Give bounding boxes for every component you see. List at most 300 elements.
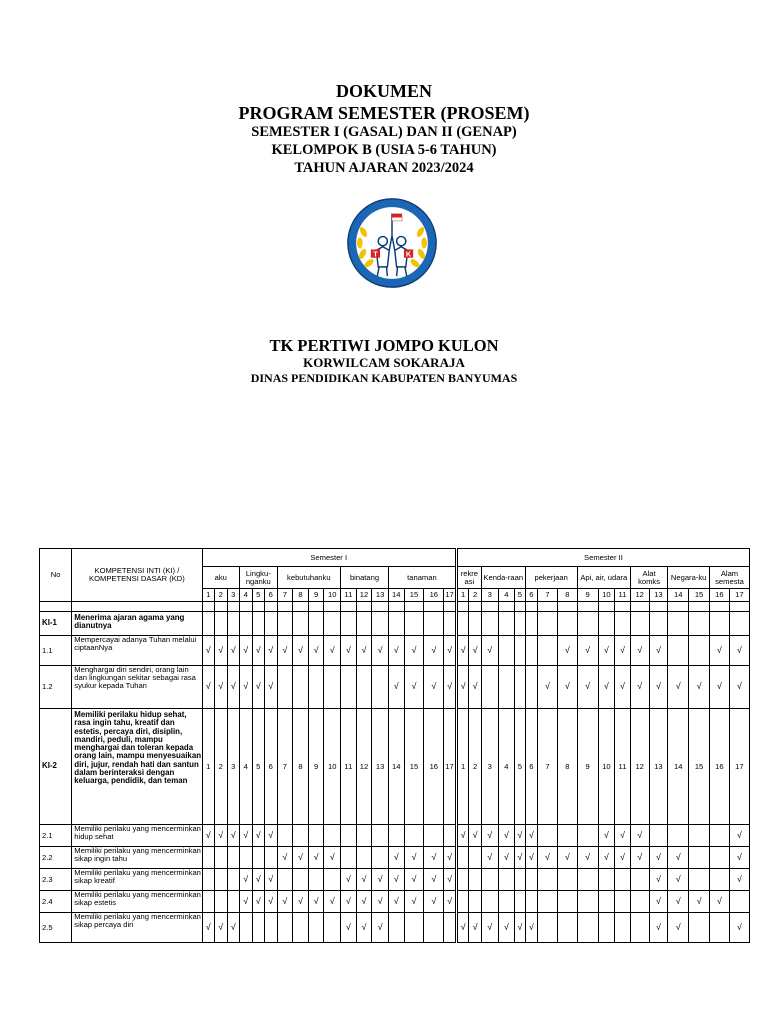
check-mark: √ [456, 825, 469, 847]
week-number: 8 [293, 589, 309, 602]
check-mark: √ [668, 891, 689, 913]
week-cell [227, 891, 240, 913]
week-cell [469, 612, 482, 636]
check-mark: √ [252, 825, 265, 847]
empty-cell [498, 602, 515, 612]
check-mark: √ [240, 825, 253, 847]
week-cell: 13 [649, 709, 668, 825]
empty-cell [598, 602, 615, 612]
check-mark: √ [202, 636, 215, 666]
check-mark: √ [293, 636, 309, 666]
week-number: 16 [709, 589, 729, 602]
week-number: 15 [689, 589, 710, 602]
week-number: 17 [729, 589, 749, 602]
check-mark: √ [729, 636, 749, 666]
empty-cell [515, 602, 525, 612]
week-cell [709, 847, 729, 869]
check-mark: √ [308, 847, 324, 869]
empty-cell [341, 602, 357, 612]
week-cell [372, 612, 389, 636]
header-group-line: KELOMPOK B (USIA 5-6 TAHUN) [271, 142, 497, 158]
week-cell: 1 [456, 709, 469, 825]
week-cell [293, 825, 309, 847]
week-cell [404, 913, 424, 943]
check-mark: √ [265, 636, 278, 666]
header-row-semester [40, 549, 750, 567]
check-mark: √ [372, 869, 389, 891]
week-number: 7 [277, 589, 293, 602]
week-cell: 3 [481, 709, 498, 825]
header-title: DOKUMEN [336, 81, 432, 101]
week-cell: 9 [308, 709, 324, 825]
week-number: 3 [481, 589, 498, 602]
week-cell [729, 891, 749, 913]
kd-row [40, 913, 750, 943]
check-mark: √ [456, 636, 469, 666]
check-mark: √ [668, 869, 689, 891]
week-number: 10 [324, 589, 341, 602]
check-mark: √ [215, 825, 228, 847]
check-mark: √ [630, 666, 649, 709]
competency-text: Mempercayai adanya Tuhan melalui ciptaanNya [72, 636, 202, 666]
empty-cell [404, 602, 424, 612]
row-number: 2.4 [40, 891, 72, 913]
check-mark: √ [498, 913, 515, 943]
week-number: 6 [525, 589, 538, 602]
check-mark: √ [525, 913, 538, 943]
week-cell [469, 891, 482, 913]
week-cell [372, 847, 389, 869]
check-mark: √ [630, 825, 649, 847]
check-mark: √ [598, 636, 615, 666]
check-mark: √ [689, 891, 710, 913]
week-cell [668, 825, 689, 847]
week-cell [308, 913, 324, 943]
week-cell [444, 612, 457, 636]
week-cell [277, 666, 293, 709]
week-cell [515, 612, 525, 636]
check-mark: √ [525, 825, 538, 847]
check-mark: √ [202, 666, 215, 709]
empty-cell [372, 602, 389, 612]
check-mark: √ [424, 636, 444, 666]
competency-text: Memiliki perilaku hidup sehat, rasa ingin tahu, kreatif dan estetis, percaya diri, disiplin, mandiri, peduli, mampu menghargai dan toleran kepada orang lain, mampu menyesuaikan diri, jujur, rendah hati dan santun dalam berinteraksi dengan keluarga, pendidik, dan teman [72, 709, 202, 825]
check-mark: √ [341, 636, 357, 666]
kd-row [40, 636, 750, 666]
empty-cell [525, 602, 538, 612]
week-cell: 13 [372, 709, 389, 825]
empty-cell [615, 602, 631, 612]
check-mark: √ [525, 847, 538, 869]
check-mark: √ [324, 891, 341, 913]
week-cell [577, 891, 598, 913]
check-mark: √ [598, 666, 615, 709]
week-cell: 12 [630, 709, 649, 825]
row-number: 1.2 [40, 666, 72, 709]
week-number: 12 [356, 589, 372, 602]
week-cell: 7 [538, 709, 558, 825]
empty-cell [40, 602, 72, 612]
check-mark: √ [265, 869, 278, 891]
theme-header: binatang [341, 567, 389, 589]
week-cell [202, 847, 215, 869]
week-cell [615, 913, 631, 943]
week-cell [215, 891, 228, 913]
check-mark: √ [341, 869, 357, 891]
week-cell [215, 847, 228, 869]
check-mark: √ [515, 847, 525, 869]
week-cell [709, 612, 729, 636]
check-mark: √ [469, 913, 482, 943]
week-cell [577, 869, 598, 891]
week-cell [265, 612, 278, 636]
school-district: KORWILCAM SOKARAJA [303, 355, 465, 370]
check-mark: √ [252, 869, 265, 891]
week-cell: 6 [265, 709, 278, 825]
empty-cell [227, 602, 240, 612]
week-cell [356, 847, 372, 869]
week-cell [515, 891, 525, 913]
week-number: 5 [515, 589, 525, 602]
check-mark: √ [372, 636, 389, 666]
empty-cell [215, 602, 228, 612]
check-mark: √ [227, 825, 240, 847]
week-cell: 8 [293, 709, 309, 825]
week-cell [577, 825, 598, 847]
week-cell: 8 [557, 709, 577, 825]
check-mark: √ [341, 891, 357, 913]
check-mark: √ [469, 825, 482, 847]
check-mark: √ [404, 666, 424, 709]
check-mark: √ [424, 869, 444, 891]
week-cell [498, 612, 515, 636]
check-mark: √ [356, 891, 372, 913]
week-cell [598, 612, 615, 636]
week-cell [498, 636, 515, 666]
week-cell [324, 612, 341, 636]
week-number: 5 [252, 589, 265, 602]
competency-text: Menghargai diri sendiri, orang lain dan lingkungan sekitar sebagai rasa syukur kepada Tuhan [72, 666, 202, 709]
week-cell [240, 612, 253, 636]
week-cell [709, 869, 729, 891]
check-mark: √ [215, 913, 228, 943]
week-number: 16 [424, 589, 444, 602]
week-cell: 5 [252, 709, 265, 825]
check-mark: √ [577, 636, 598, 666]
check-mark: √ [444, 636, 457, 666]
week-cell [444, 825, 457, 847]
week-cell [538, 891, 558, 913]
check-mark: √ [709, 666, 729, 709]
week-cell: 10 [598, 709, 615, 825]
check-mark: √ [444, 891, 457, 913]
week-cell [372, 825, 389, 847]
empty-cell [649, 602, 668, 612]
week-cell [598, 891, 615, 913]
check-mark: √ [456, 666, 469, 709]
week-cell [424, 913, 444, 943]
week-cell [481, 666, 498, 709]
week-cell [324, 869, 341, 891]
week-cell [265, 847, 278, 869]
week-cell [709, 825, 729, 847]
row-number: 2.1 [40, 825, 72, 847]
check-mark: √ [277, 636, 293, 666]
check-mark: √ [615, 825, 631, 847]
theme-header: Kenda-raan [481, 567, 525, 589]
row-number: 2.2 [40, 847, 72, 869]
check-mark: √ [265, 825, 278, 847]
week-cell [324, 913, 341, 943]
week-cell [202, 869, 215, 891]
check-mark: √ [444, 869, 457, 891]
competency-text: Memiliki perilaku yang mencerminkan sikap ingin tahu [72, 847, 202, 869]
week-number: 17 [444, 589, 457, 602]
competency-text: Menerima ajaran agama yang dianutnya [72, 612, 202, 636]
week-cell: 14 [668, 709, 689, 825]
week-cell [308, 869, 324, 891]
week-cell [456, 847, 469, 869]
week-cell: 14 [388, 709, 404, 825]
week-cell: 16 [424, 709, 444, 825]
check-mark: √ [557, 847, 577, 869]
week-number: 9 [308, 589, 324, 602]
week-cell [424, 612, 444, 636]
check-mark: √ [372, 913, 389, 943]
week-cell: 16 [709, 709, 729, 825]
week-cell [498, 891, 515, 913]
week-number: 13 [649, 589, 668, 602]
week-number: 4 [498, 589, 515, 602]
week-cell [240, 847, 253, 869]
empty-cell [277, 602, 293, 612]
school-name: TK PERTIWI JOMPO KULON [269, 336, 499, 355]
week-cell: 11 [615, 709, 631, 825]
theme-header: kebutuhanku [277, 567, 341, 589]
week-number: 12 [630, 589, 649, 602]
week-cell: 11 [341, 709, 357, 825]
check-mark: √ [538, 847, 558, 869]
check-mark: √ [649, 869, 668, 891]
week-cell [308, 825, 324, 847]
week-cell [525, 666, 538, 709]
check-mark: √ [265, 891, 278, 913]
week-number: 4 [240, 589, 253, 602]
empty-cell [709, 602, 729, 612]
week-cell [277, 869, 293, 891]
row-number: 1.1 [40, 636, 72, 666]
check-mark: √ [277, 891, 293, 913]
week-cell [630, 913, 649, 943]
week-number: 13 [372, 589, 389, 602]
week-cell [202, 612, 215, 636]
check-mark: √ [252, 666, 265, 709]
check-mark: √ [324, 847, 341, 869]
check-mark: √ [649, 913, 668, 943]
empty-cell [469, 602, 482, 612]
empty-cell [689, 602, 710, 612]
check-mark: √ [709, 891, 729, 913]
theme-header: aku [202, 567, 240, 589]
week-number: 2 [215, 589, 228, 602]
week-number: 14 [668, 589, 689, 602]
check-mark: √ [615, 636, 631, 666]
week-cell [456, 612, 469, 636]
check-mark: √ [356, 869, 372, 891]
empty-cell [252, 602, 265, 612]
week-cell [227, 847, 240, 869]
week-number: 11 [615, 589, 631, 602]
competency-text: Memiliki perilaku yang mencerminkan sikap kreatif [72, 869, 202, 891]
kd-row [40, 825, 750, 847]
check-mark: √ [388, 666, 404, 709]
check-mark: √ [577, 666, 598, 709]
check-mark: √ [356, 913, 372, 943]
week-cell [615, 891, 631, 913]
check-mark: √ [227, 636, 240, 666]
check-mark: √ [215, 666, 228, 709]
check-mark: √ [689, 666, 710, 709]
check-mark: √ [481, 913, 498, 943]
check-mark: √ [215, 636, 228, 666]
week-cell [252, 612, 265, 636]
check-mark: √ [538, 666, 558, 709]
week-cell: 3 [227, 709, 240, 825]
check-mark: √ [240, 666, 253, 709]
check-mark: √ [341, 913, 357, 943]
check-mark: √ [240, 869, 253, 891]
theme-header: Negara-ku [668, 567, 710, 589]
check-mark: √ [481, 825, 498, 847]
kd-header: KOMPETENSI INTI (KI) / KOMPETENSI DASAR (KD) [72, 549, 202, 602]
week-cell [538, 913, 558, 943]
empty-cell [577, 602, 598, 612]
theme-header: pekerjaan [525, 567, 577, 589]
week-cell [668, 636, 689, 666]
check-mark: √ [729, 847, 749, 869]
check-mark: √ [308, 891, 324, 913]
week-cell [324, 825, 341, 847]
check-mark: √ [277, 847, 293, 869]
check-mark: √ [308, 636, 324, 666]
week-cell [356, 666, 372, 709]
check-mark: √ [557, 666, 577, 709]
check-mark: √ [227, 913, 240, 943]
tk-logo-icon [346, 197, 438, 289]
week-cell [469, 847, 482, 869]
week-cell [515, 869, 525, 891]
week-cell [308, 612, 324, 636]
week-cell: 12 [356, 709, 372, 825]
week-cell [630, 891, 649, 913]
week-cell [341, 847, 357, 869]
check-mark: √ [444, 666, 457, 709]
check-mark: √ [404, 869, 424, 891]
week-number: 3 [227, 589, 240, 602]
empty-cell [729, 602, 749, 612]
check-mark: √ [240, 636, 253, 666]
row-number: 2.3 [40, 869, 72, 891]
check-mark: √ [424, 847, 444, 869]
check-mark: √ [729, 825, 749, 847]
check-mark: √ [252, 636, 265, 666]
week-cell [689, 636, 710, 666]
competency-text: Memiliki perilaku yang mencerminkan hidup sehat [72, 825, 202, 847]
check-mark: √ [388, 847, 404, 869]
check-mark: √ [729, 913, 749, 943]
week-cell [668, 612, 689, 636]
week-cell [341, 612, 357, 636]
ki-row [40, 612, 750, 636]
empty-cell [293, 602, 309, 612]
week-cell: 5 [515, 709, 525, 825]
check-mark: √ [404, 891, 424, 913]
week-cell [444, 913, 457, 943]
week-cell [481, 891, 498, 913]
kd-row [40, 891, 750, 913]
week-cell: 17 [444, 709, 457, 825]
week-cell [557, 825, 577, 847]
gap-row [40, 602, 750, 612]
week-cell [293, 612, 309, 636]
header-subtitle: PROGRAM SEMESTER (PROSEM) [238, 103, 530, 123]
check-mark: √ [615, 666, 631, 709]
kd-row [40, 666, 750, 709]
check-mark: √ [404, 847, 424, 869]
week-cell: 1 [202, 709, 215, 825]
week-cell [689, 847, 710, 869]
check-mark: √ [498, 825, 515, 847]
check-mark: √ [668, 666, 689, 709]
week-number: 1 [202, 589, 215, 602]
theme-header: Lingku-nganku [240, 567, 278, 589]
check-mark: √ [515, 825, 525, 847]
week-cell [481, 869, 498, 891]
week-cell [615, 612, 631, 636]
week-cell [277, 825, 293, 847]
week-cell: 4 [498, 709, 515, 825]
check-mark: √ [388, 891, 404, 913]
week-cell [557, 869, 577, 891]
week-cell [456, 869, 469, 891]
empty-cell [308, 602, 324, 612]
header-year-line: TAHUN AJARAN 2023/2024 [294, 160, 474, 176]
check-mark: √ [424, 891, 444, 913]
week-cell [277, 612, 293, 636]
week-cell [356, 612, 372, 636]
week-cell [227, 869, 240, 891]
week-cell [538, 869, 558, 891]
week-cell: 6 [525, 709, 538, 825]
week-cell [341, 666, 357, 709]
week-cell [215, 612, 228, 636]
row-number: KI-2 [40, 709, 72, 825]
week-cell [388, 913, 404, 943]
check-mark: √ [404, 636, 424, 666]
week-number: 14 [388, 589, 404, 602]
week-cell [498, 869, 515, 891]
empty-cell [668, 602, 689, 612]
week-cell [515, 636, 525, 666]
check-mark: √ [240, 891, 253, 913]
kd-row [40, 869, 750, 891]
check-mark: √ [481, 636, 498, 666]
empty-cell [265, 602, 278, 612]
week-number: 10 [598, 589, 615, 602]
empty-cell [630, 602, 649, 612]
check-mark: √ [668, 913, 689, 943]
no-header: No [40, 549, 72, 602]
